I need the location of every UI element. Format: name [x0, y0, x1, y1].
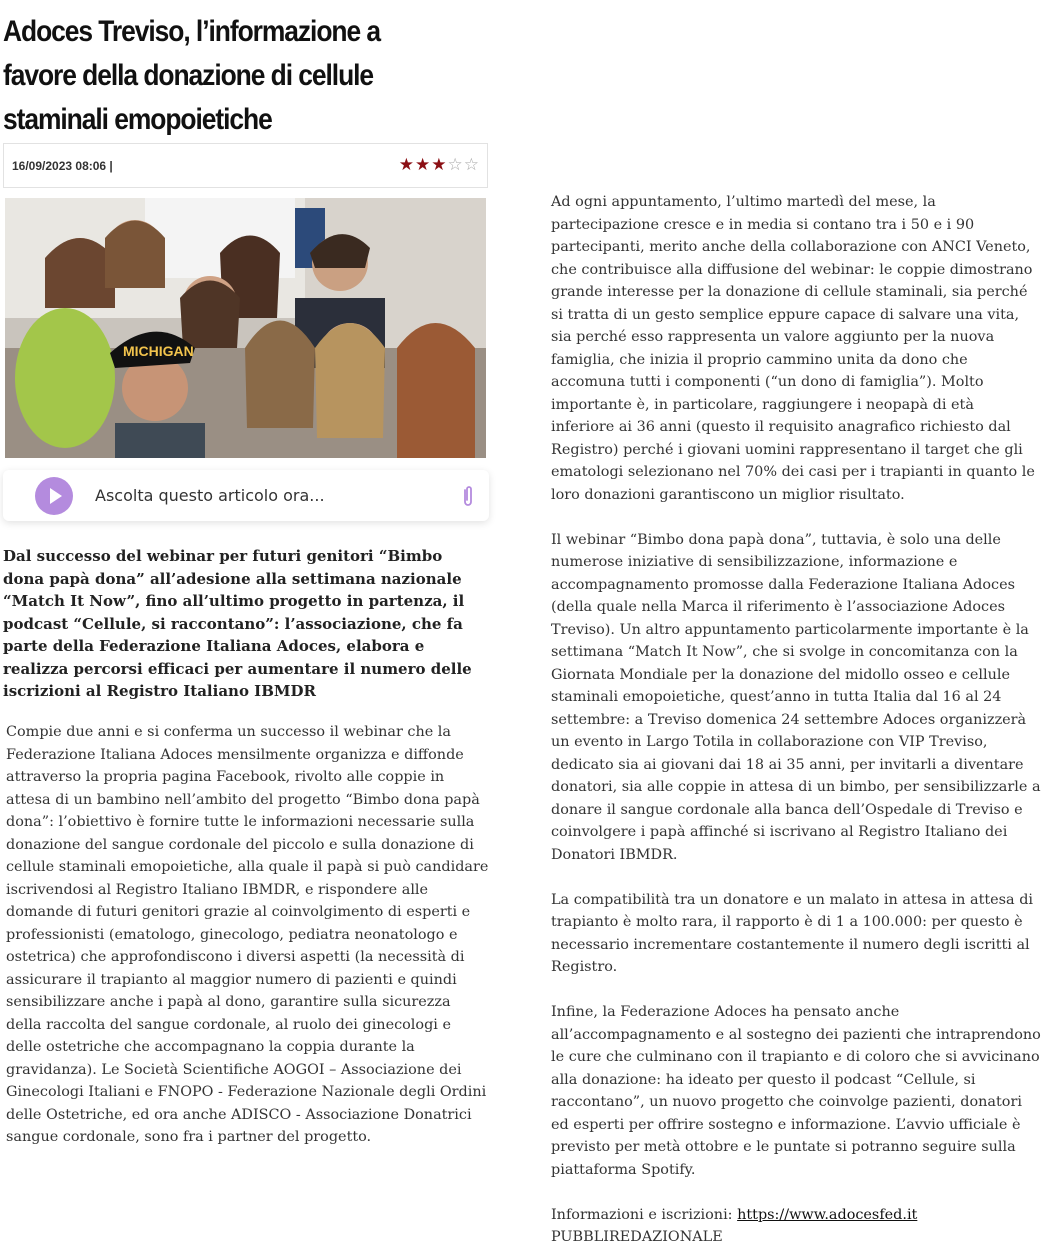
- info-label: Informazioni e iscrizioni:: [551, 1206, 738, 1223]
- article-lead: Dal successo del webinar per futuri genitori “Bimbo dona papà dona” all’adesione alla settimana nazionale “Match It Now”, fino all’ultimo progetto in partenza, il podcast “Cellule, si raccontano”: l’associazione, che fa parte della Federazione Italiana Adoces, elabora e realizza percorsi efficaci per aumentare il numero delle iscrizioni al Registro Italiano IBMDR: [3, 547, 472, 700]
- publish-date: 16/09/2023 08:06 |: [12, 158, 113, 173]
- website-link[interactable]: https://www.adocesfed.it: [737, 1206, 918, 1223]
- paragraph: Ad ogni appuntamento, l’ultimo martedì del mese, la partecipazione cresce e in media si contano tra i 50 e i 90 partecipanti, merito anche della collaborazione con ANCI Veneto, che contribuisce alla diffusione del webinar: le coppie dimostrano grande interesse per la donazione di cellule staminali, sia perché si tratta di un gesto semplice eppure capace di salvare una vita, sia perché esso rappresenta un valore aggiunto per la nuova famiglia, che inizia il proprio cammino unita da dono che accomuna tutti i componenti (“un dono di famiglia”). Molto importante è, in particolare, raggiungere i neopapà di età inferiore ai 36 anni (questo il requisito anagrafico richiesto dal Registro) perché i giovani uomini rappresentano il target che gli ematologi selezionano nel 70% dei casi per i trapianti in quanto le loro donazioni garantiscono un miglior risultato.: [551, 194, 1035, 503]
- star-empty-icon[interactable]: ☆: [447, 155, 463, 175]
- paragraph: Infine, la Federazione Adoces ha pensato anche all’accompagnamento e al sostegno dei pazienti che intraprendono le cure che culminano con il trapianto e di coloro che si avvicinano alla donazione: ha ideato per questo il podcast “Cellule, si raccontano”, un nuovo progetto che coinvolge pazienti, donatori ed esperti per offrire sostegno e informazione. L’avvio ufficiale è previsto per metà ottobre e le puntate si potranno seguire sulla piattaforma Spotify.: [551, 1004, 1041, 1178]
- group-selfie-photo: [5, 198, 486, 458]
- star-icon[interactable]: ★: [415, 155, 431, 175]
- sponsored-tag: PUBBLIREDAZIONALE: [551, 1229, 723, 1245]
- rating-stars[interactable]: [399, 157, 479, 174]
- paragraph: La compatibilità tra un donatore e un malato in attesa in attesa di trapianto è molto rara, il rapporto è di 1 a 100.000: per questo è necessario incrementare costantemente il numero degli iscritti al Registro.: [551, 891, 1034, 975]
- paperclip-logo-icon: [461, 484, 475, 508]
- paragraph: Il webinar “Bimbo dona papà dona”, tuttavia, è solo una delle numerose iniziative di sensibilizzazione, informazione e accompagnamento promosse dalla Federazione Italiana Adoces (della quale nella Marca il riferimento è l’associazione Adoces Treviso). Un altro appuntamento particolarmente importante è la settimana “Match It Now”, che si svolge in concomitanza con la Giornata Mondiale per la donazione del midollo osseo e cellule staminali emopoietiche, quest’anno in tutta Italia dal 16 al 24 settembre: a Treviso domenica 24 settembre Adoces organizzerà un evento in Largo Totila in collaborazione con VIP Treviso, dedicato sia ai giovani dai 18 ai 35 anni, per invitarli a diventare donatori, sia alle coppie in attesa di un bimbo, per sensibilizzarle a donare il sangue cordonale alla banca dell’Ospedale di Treviso e coinvolgere i papà affinché si iscrivano al Registro Italiano dei Donatori IBMDR.: [551, 531, 1041, 863]
- play-icon[interactable]: [35, 477, 73, 515]
- article-meta-bar: [3, 143, 488, 188]
- audio-player-label[interactable]: Ascolta questo articolo ora...: [95, 486, 325, 505]
- star-icon[interactable]: ★: [431, 155, 447, 175]
- article-body-left: Compie due anni e si conferma un successo il webinar che la Federazione Italiana Adoces mensilmente organizza e diffonde attraverso la propria pagina Facebook, rivolto alle coppie in attesa di un bambino nell’ambito del progetto “Bimbo dona papà dona”: l’obiettivo è fornire tutte le informazioni necessarie sulla donazione del sangue cordonale del piccolo e sulla donazione di cellule staminali emopoietiche, alla quale il papà si può candidare iscrivendosi al Registro Italiano IBMDR, e rispondere alle domande di futuri genitori grazie al coinvolgimento di esperti e professionisti (ematologo, ginecologo, pediatra neonatologo e ostetrica) che approfondiscono i diversi aspetti (la necessità di assicurare il trapianto al maggior numero di pazienti e quindi sensibilizzare anche i papà al dono, garantire sulla sicurezza della raccolta del sangue cordonale, al ruolo dei ginecologi e delle ostetriche che accompagnano la coppia durante la gravidanza). Le Società Scientifiche AOGOI – Associazione dei Ginecologi Italiani e FNOPO - Federazione Nazionale degli Ordini delle Ostetriche, ed ora anche ADISCO - Associazione Donatrici sangue cordonale, sono fra i partner del progetto.: [6, 724, 489, 1145]
- article-body-right: [551, 191, 1041, 1249]
- article-photo: [5, 198, 486, 458]
- audio-player[interactable]: [3, 470, 489, 521]
- star-icon[interactable]: ★: [398, 155, 414, 175]
- article-title: Adoces Treviso, l’informazione a favore della donazione di cellule staminali emopoietiche: [3, 15, 380, 136]
- svg-text:MICHIGAN: MICHIGAN: [123, 343, 194, 359]
- star-empty-icon[interactable]: ☆: [463, 155, 479, 175]
- info-line: [551, 1204, 1041, 1227]
